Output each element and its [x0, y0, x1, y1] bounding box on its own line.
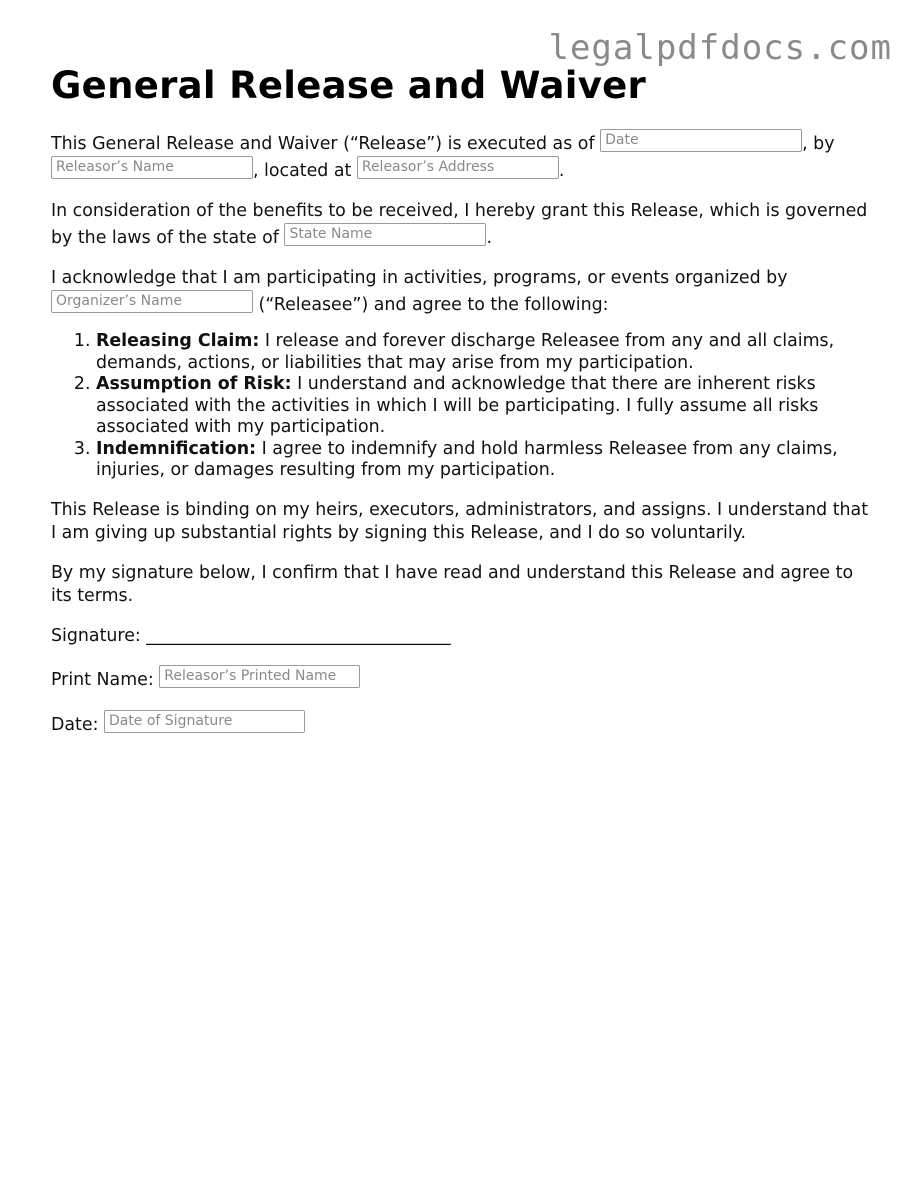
signature-label: Signature: — [51, 625, 147, 646]
term-text: I agree to indemnify and hold harmless Releasee from any claims, injuries, or damages resulting from my participation. — [96, 438, 838, 480]
date-field[interactable]: Date — [600, 129, 802, 152]
printed-name-field[interactable]: Releasor’s Printed Name — [159, 665, 360, 688]
signature-line[interactable]: ___________________________________ — [146, 625, 451, 646]
intro-text-2: , by — [802, 134, 835, 154]
consideration-text-1: In consideration of the benefits to be received, I hereby grant this Release, which is governed by the laws of the state of — [51, 201, 868, 248]
intro-paragraph — [51, 129, 871, 183]
organizer-name-field[interactable]: Organizer’s Name — [51, 290, 253, 313]
releasor-address-field[interactable]: Releasor’s Address — [357, 156, 559, 179]
terms-list — [51, 331, 871, 482]
document-title: General Release and Waiver — [51, 64, 647, 107]
acknowledge-text-2: (“Releasee”) and agree to the following: — [253, 295, 609, 315]
intro-text-1: This General Release and Waiver (“Release”) is executed as of — [51, 134, 601, 154]
list-item — [96, 374, 871, 439]
term-title: Indemnification: — [96, 438, 257, 459]
confirm-paragraph: By my signature below, I confirm that I have read and understand this Release and agree to its terms. — [51, 562, 854, 606]
list-item — [96, 331, 871, 374]
state-name-field[interactable]: State Name — [284, 223, 486, 246]
print-name-row — [51, 665, 871, 692]
date-row — [51, 710, 871, 737]
term-text: I understand and acknowledge that there are inherent risks associated with the activities in which I will be participating. I fully assume all risks associated with my participation. — [96, 374, 819, 437]
signature-row — [51, 625, 871, 648]
intro-text-3: , located at — [253, 161, 357, 181]
term-text: I release and forever discharge Releasee from any and all claims, demands, actions, or liabilities that may arise from my participation. — [96, 331, 835, 373]
signature-date-field[interactable]: Date of Signature — [104, 710, 305, 733]
term-title: Releasing Claim: — [96, 331, 260, 351]
date-label: Date: — [51, 714, 104, 735]
intro-text-4: . — [558, 161, 565, 181]
print-name-label: Print Name: — [51, 669, 160, 690]
watermark: legalpdfdocs.com — [548, 28, 892, 68]
acknowledge-text-1: I acknowledge that I am participating in activities, programs, or events organized by — [51, 268, 788, 288]
acknowledge-paragraph — [51, 267, 871, 317]
consideration-text-2: . — [486, 228, 492, 248]
document-page — [51, 64, 871, 737]
releasor-name-field[interactable]: Releasor’s Name — [51, 156, 253, 179]
binding-paragraph: This Release is binding on my heirs, executors, administrators, and assigns. I understand that I am giving up substantial rights by signing this Release, and I do so voluntarily. — [51, 499, 869, 543]
list-item — [96, 439, 871, 482]
consideration-paragraph — [51, 200, 871, 250]
term-title: Assumption of Risk: — [96, 374, 292, 394]
